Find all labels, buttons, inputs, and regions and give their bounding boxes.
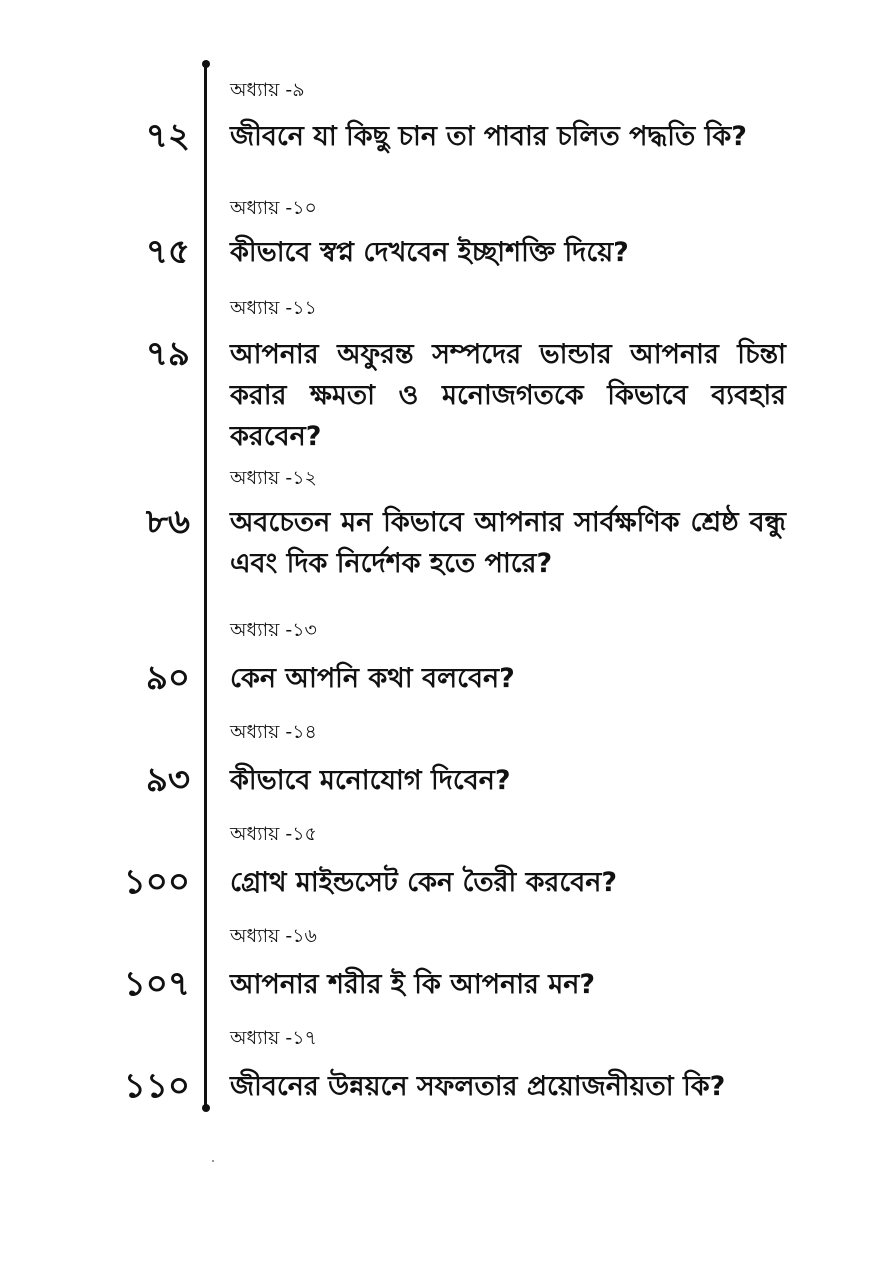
chapter-label: অধ্যায় -৯ (230, 79, 305, 101)
vertical-divider (204, 64, 207, 1108)
page-number: ১১০ (123, 1066, 190, 1106)
chapter-label: অধ্যায় -১৭ (230, 1027, 317, 1049)
divider-bottom-dot (202, 1104, 210, 1112)
page-number: ১০৭ (123, 964, 190, 1004)
page-number: ৯৩ (145, 760, 190, 800)
chapter-title: কেন আপনি কথা বলবেন? (230, 663, 515, 694)
page-number: ৭৯ (145, 334, 190, 374)
chapter-title: আপনার শরীর ই কি আপনার মন? (230, 969, 596, 1000)
chapter-title: কীভাবে মনোযোগ দিবেন? (230, 765, 511, 796)
chapter-label: অধ্যায় -১২ (230, 467, 317, 489)
page-number: ৮৬ (145, 502, 190, 542)
page-number: ৭৫ (145, 232, 190, 272)
chapter-title: জীবনের উন্নয়নে সফলতার প্রয়োজনীয়তা কি? (230, 1071, 726, 1102)
chapter-title: কীভাবে স্বপ্ন দেখবেন ইচ্ছাশক্তি দিয়ে? (230, 237, 629, 268)
chapter-title: গ্রোথ মাইন্ডসেট কেন তৈরী করবেন? (230, 867, 618, 898)
chapter-label: অধ্যায় -১০ (230, 197, 317, 219)
chapter-label: অধ্যায় -১১ (230, 297, 317, 319)
paper-speck (212, 1160, 214, 1162)
divider-top-dot (202, 60, 210, 68)
chapter-title: জীবনে যা কিছু চান তা পাবার চলিত পদ্ধতি কি? (230, 121, 747, 152)
page-number: ৯০ (145, 658, 190, 698)
chapter-title: অবচেতন মন কিভাবে আপনার সার্বক্ষণিক শ্রেষ্ঠ বন্ধু এবং দিক নির্দেশক হতে পারে? (230, 507, 786, 579)
chapter-label: অধ্যায় -১৪ (230, 721, 317, 743)
chapter-label: অধ্যায় -১৬ (230, 925, 317, 947)
page-number: ১০০ (123, 862, 190, 902)
page-number: ৭২ (145, 116, 190, 156)
chapter-label: অধ্যায় -১৩ (230, 619, 317, 641)
chapter-label: অধ্যায় -১৫ (230, 823, 317, 845)
chapter-title: আপনার অফুরন্ত সম্পদের ভান্ডার আপনার চিন্তা করার ক্ষমতা ও মনোজগতকে কিভাবে ব্যবহার করবেন? (230, 339, 786, 452)
